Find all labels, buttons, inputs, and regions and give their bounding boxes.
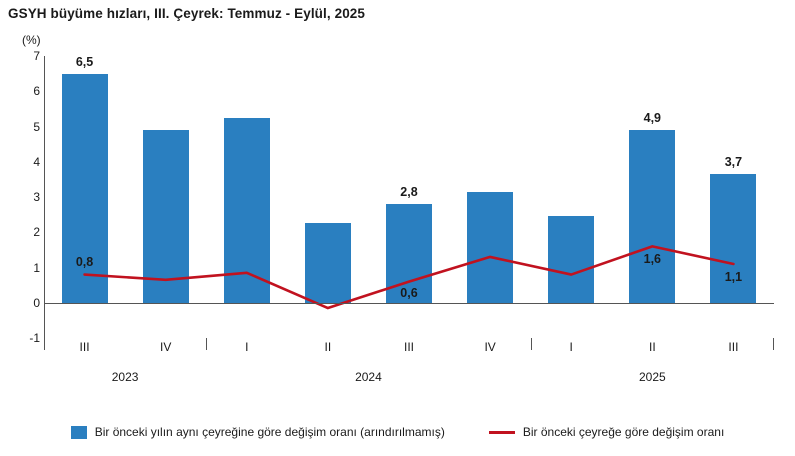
line-swatch-icon bbox=[489, 431, 515, 434]
y-axis-tick: 4 bbox=[33, 154, 40, 169]
legend-label-bar: Bir önceki yılın aynı çeyreğine göre değişim oranı (arındırılmamış) bbox=[94, 425, 445, 439]
bar-value-label: 6,5 bbox=[75, 54, 94, 69]
legend-item-bar bbox=[71, 425, 445, 439]
line-value-label: 0,6 bbox=[400, 285, 418, 300]
y-axis-tick: 3 bbox=[33, 190, 40, 204]
legend-item-line bbox=[489, 425, 724, 439]
x-axis-group-separator bbox=[44, 338, 45, 350]
bar-value-label: 4,9 bbox=[643, 111, 662, 126]
x-axis-quarter-label: III bbox=[403, 340, 414, 354]
x-axis-quarter-label: III bbox=[79, 340, 90, 354]
x-axis-area bbox=[44, 338, 774, 398]
x-axis-group-separator bbox=[206, 338, 207, 350]
line-value-label: 0,8 bbox=[75, 254, 94, 269]
y-axis-tick: 7 bbox=[33, 49, 40, 63]
x-axis-quarter-label: IV bbox=[159, 340, 172, 354]
x-axis-group-separator bbox=[773, 338, 774, 350]
x-axis-group-separator bbox=[531, 338, 532, 350]
y-axis-unit-label: (%) bbox=[22, 33, 41, 47]
y-axis-tick: 1 bbox=[33, 260, 40, 275]
x-axis-year-label: 2024 bbox=[355, 370, 382, 384]
bar-value-label: 2,8 bbox=[400, 185, 418, 200]
y-axis-tick: 6 bbox=[33, 84, 40, 99]
x-axis-quarter-label: III bbox=[728, 340, 739, 354]
x-axis-year-label: 2025 bbox=[638, 370, 666, 384]
y-axis-tick: -1 bbox=[29, 331, 40, 345]
zero-axis-line bbox=[44, 303, 774, 304]
page-title: GSYH büyüme hızları, III. Çeyrek: Temmuz - Eylül, 2025 bbox=[8, 6, 366, 21]
x-axis-quarter-label: II bbox=[648, 340, 656, 354]
bar-value-label: 3,7 bbox=[724, 155, 743, 170]
plot-area bbox=[29, 49, 774, 345]
y-axis-tick: 2 bbox=[33, 225, 40, 240]
line-value-label: 1,1 bbox=[724, 269, 743, 284]
x-axis-quarter-label: II bbox=[324, 340, 332, 354]
legend-label-line: Bir önceki çeyreğe göre değişim oranı bbox=[522, 425, 725, 439]
x-axis-quarter-label: I bbox=[245, 340, 249, 354]
chart-legend bbox=[0, 425, 795, 439]
line-value-label: 1,6 bbox=[643, 252, 662, 267]
y-axis-tick: 0 bbox=[33, 295, 40, 310]
x-axis-quarter-label: IV bbox=[484, 340, 496, 354]
x-axis-quarter-label: I bbox=[569, 340, 573, 354]
y-axis-tick: 5 bbox=[33, 119, 40, 134]
bar-swatch-icon bbox=[71, 426, 87, 439]
x-axis-year-label: 2023 bbox=[111, 370, 139, 384]
